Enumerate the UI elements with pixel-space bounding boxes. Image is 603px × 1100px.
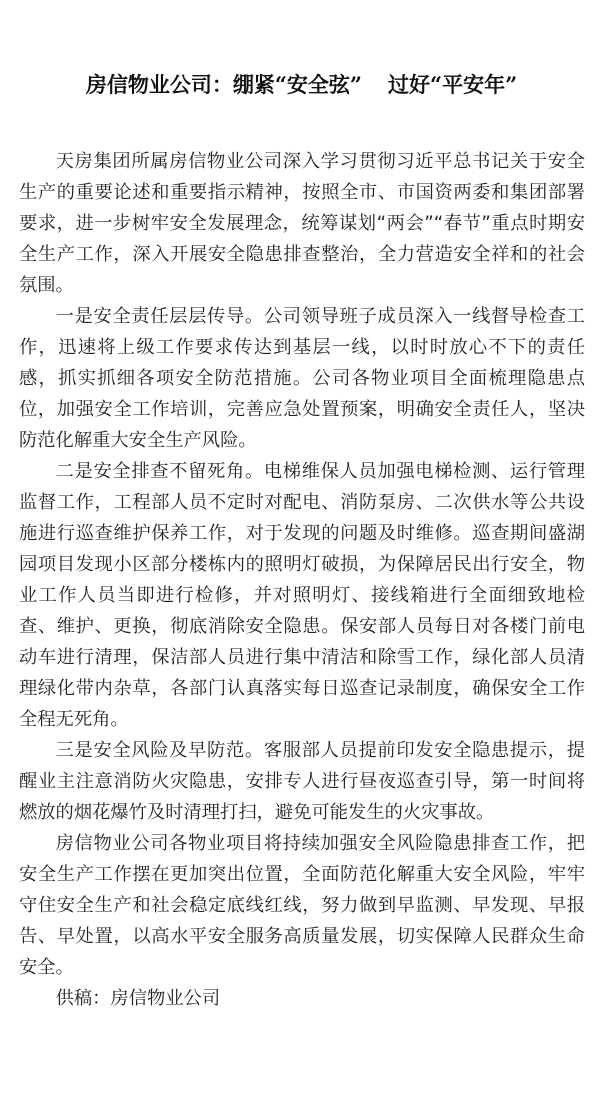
article-title [18,70,585,100]
title-part-2: 过好“平安年” [388,72,518,97]
title-part-1: 房信物业公司：绷紧“安全弦” [85,72,362,97]
paragraph-intro: 天房集团所属房信物业公司深入学习贯彻习近平总书记关于安全生产的重要论述和重要指示精神，按照全市、市国资两委和集团部署要求，进一步树牢安全发展理念，统筹谋划“两会”“春节”重点时期安全生产工作，深入开展安全隐患排查整治，全力营造安全祥和的社会氛围。 [19,151,585,296]
article-body [19,146,585,1014]
article-source: 供稿：房信物业公司 [55,988,221,1009]
paragraph-responsibility: 一是安全责任层层传导。公司领导班子成员深入一线督导检查工作，迅速将上级工作要求传达到基层一线，以时时放心不下的责任感，抓实抓细各项安全防范措施。公司各物业项目全面梳理隐患点位，加强安全工作培训，完善应急处置预案，明确安全责任人，坚决防范化解重大安全生产风险。 [19,306,585,451]
paragraph-inspection: 二是安全排查不留死角。电梯维保人员加强电梯检测、运行管理监督工作，工程部人员不定时对配电、消防泵房、二次供水等公共设施进行巡查维护保养工作，对于发现的问题及时维修。巡查期间盛湖园项目发现小区部分楼栋内的照明灯破损，为保障居民出行安全，物业工作人员当即进行检修，并对照明灯、接线箱进行全面细致地检查、维护、更换，彻底消除安全隐患。保安部人员每日对各楼门前电动车进行清理，保洁部人员进行集中清洁和除雪工作，绿化部人员清理绿化带内杂草，各部门认真落实每日巡查记录制度，确保安全工作全程无死角。 [19,461,585,730]
paragraph-conclusion: 房信物业公司各物业项目将持续加强安全风险隐患排查工作，把安全生产工作摆在更加突出位置，全面防范化解重大安全风险，牢牢守住安全生产和社会稳定底线红线，努力做到早监测、早发现、早报告、早处置，以高水平安全服务高质量发展，切实保障人民群众生命安全。 [19,833,585,978]
paragraph-prevention: 三是安全风险及早防范。客服部人员提前印发安全隐患提示，提醒业主注意消防火灾隐患，安排专人进行昼夜巡查引导，第一时间将燃放的烟花爆竹及时清理打扫，避免可能发生的火灾事故。 [19,740,585,823]
